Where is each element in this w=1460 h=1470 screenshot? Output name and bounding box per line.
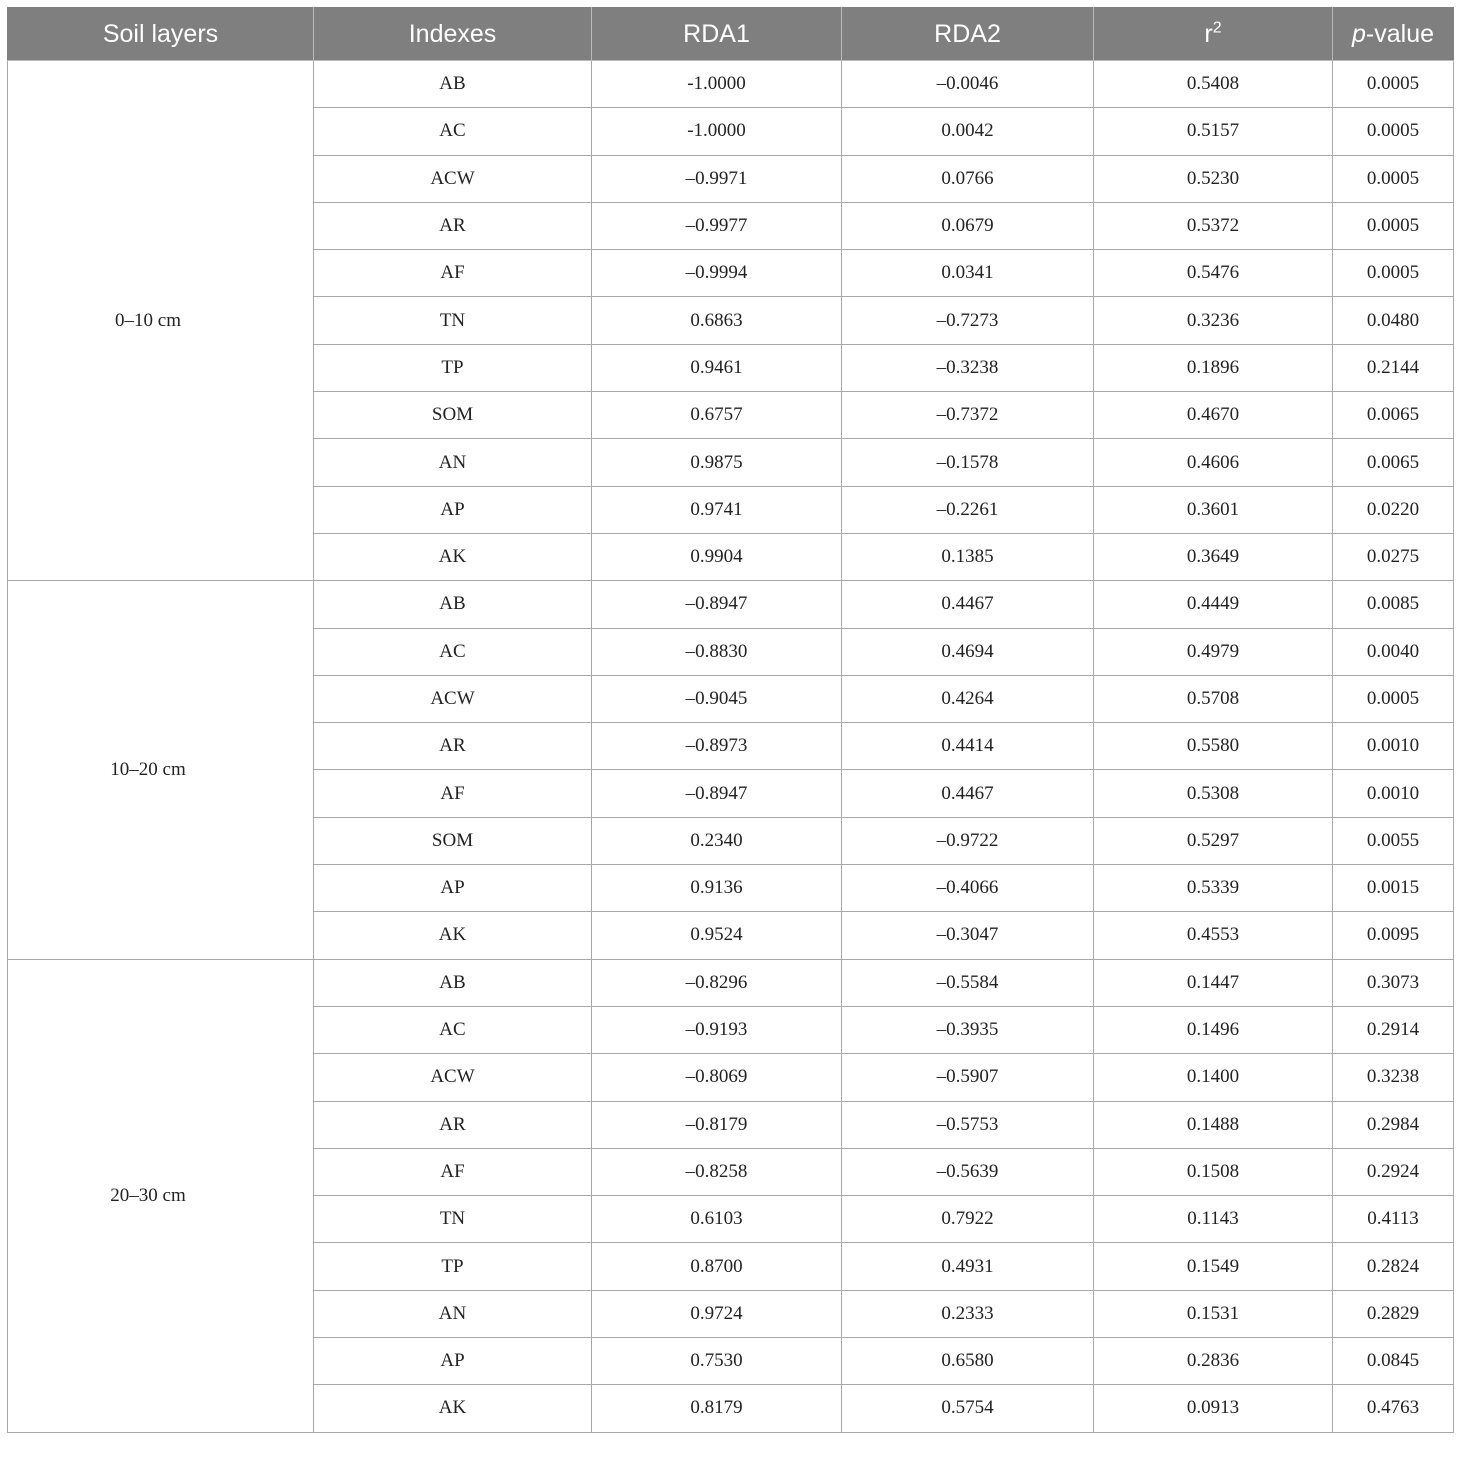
p-value-cell: 0.0085 (1333, 581, 1454, 628)
p-value-cell: 0.4763 (1333, 1385, 1454, 1432)
rda2-cell: –0.5753 (842, 1101, 1094, 1148)
index-cell: ACW (314, 155, 592, 202)
p-value-cell: 0.0065 (1333, 392, 1454, 439)
rda1-cell: 0.6103 (592, 1196, 842, 1243)
r-squared-cell: 0.3601 (1094, 486, 1333, 533)
p-value-cell: 0.2984 (1333, 1101, 1454, 1148)
p-value-cell: 0.2924 (1333, 1148, 1454, 1195)
rda1-cell: –0.9193 (592, 1006, 842, 1053)
p-value-cell: 0.0010 (1333, 770, 1454, 817)
p-value-cell: 0.2829 (1333, 1290, 1454, 1337)
rda1-cell: 0.9461 (592, 344, 842, 391)
r-squared-cell: 0.5308 (1094, 770, 1333, 817)
rda1-cell: –0.8258 (592, 1148, 842, 1195)
rda1-cell: –0.8947 (592, 581, 842, 628)
rda1-cell: 0.8700 (592, 1243, 842, 1290)
r-squared-cell: 0.1896 (1094, 344, 1333, 391)
rda2-cell: –0.2261 (842, 486, 1094, 533)
rda1-cell: 0.9875 (592, 439, 842, 486)
rda1-cell: –0.8179 (592, 1101, 842, 1148)
index-cell: AP (314, 486, 592, 533)
p-value-cell: 0.0275 (1333, 533, 1454, 580)
r-squared-cell: 0.5157 (1094, 108, 1333, 155)
rda2-cell: 0.0042 (842, 108, 1094, 155)
index-cell: AC (314, 108, 592, 155)
rda1-cell: 0.6863 (592, 297, 842, 344)
rda1-cell: –0.8973 (592, 723, 842, 770)
index-cell: TP (314, 344, 592, 391)
rda2-cell: 0.0679 (842, 202, 1094, 249)
r-squared-cell: 0.0913 (1094, 1385, 1333, 1432)
rda2-cell: –0.5907 (842, 1054, 1094, 1101)
index-cell: AB (314, 581, 592, 628)
p-value-cell: 0.0005 (1333, 250, 1454, 297)
header-r-superscript: 2 (1212, 19, 1222, 37)
r-squared-cell: 0.1447 (1094, 959, 1333, 1006)
rda2-cell: –0.4066 (842, 865, 1094, 912)
p-value-cell: 0.0095 (1333, 912, 1454, 959)
rda1-cell: –0.9994 (592, 250, 842, 297)
soil-layer-label: 20–30 cm (110, 1184, 186, 1206)
header-rda2: RDA2 (842, 8, 1094, 61)
index-cell: ACW (314, 1054, 592, 1101)
r-squared-cell: 0.1143 (1094, 1196, 1333, 1243)
index-cell: AB (314, 959, 592, 1006)
index-cell: SOM (314, 392, 592, 439)
p-value-cell: 0.0010 (1333, 723, 1454, 770)
index-cell: AC (314, 628, 592, 675)
p-value-cell: 0.0005 (1333, 61, 1454, 108)
r-squared-cell: 0.4670 (1094, 392, 1333, 439)
r-squared-cell: 0.3236 (1094, 297, 1333, 344)
rda2-cell: 0.7922 (842, 1196, 1094, 1243)
soil-layer-cell (8, 581, 314, 959)
table-row (8, 581, 1454, 628)
table-body (8, 61, 1454, 1433)
r-squared-cell: 0.3649 (1094, 533, 1333, 580)
rda2-cell: 0.4414 (842, 723, 1094, 770)
index-cell: AP (314, 1338, 592, 1385)
rda1-cell: 0.9741 (592, 486, 842, 533)
rda-table (7, 7, 1454, 1433)
r-squared-cell: 0.1508 (1094, 1148, 1333, 1195)
r-squared-cell: 0.5580 (1094, 723, 1333, 770)
r-squared-cell: 0.4979 (1094, 628, 1333, 675)
p-value-cell: 0.0040 (1333, 628, 1454, 675)
soil-layer-label: 0–10 cm (115, 309, 181, 331)
header-rda1: RDA1 (592, 8, 842, 61)
p-value-cell: 0.0065 (1333, 439, 1454, 486)
p-value-cell: 0.0480 (1333, 297, 1454, 344)
header-p-italic: p (1352, 19, 1366, 48)
index-cell: AN (314, 439, 592, 486)
p-value-cell: 0.2144 (1333, 344, 1454, 391)
rda2-cell: –0.7273 (842, 297, 1094, 344)
r-squared-cell: 0.5297 (1094, 817, 1333, 864)
index-cell: ACW (314, 675, 592, 722)
r-squared-cell: 0.2836 (1094, 1338, 1333, 1385)
index-cell: AN (314, 1290, 592, 1337)
table-row (8, 61, 1454, 108)
index-cell: AF (314, 770, 592, 817)
r-squared-cell: 0.4449 (1094, 581, 1333, 628)
rda2-cell: 0.4467 (842, 581, 1094, 628)
rda2-cell: 0.4694 (842, 628, 1094, 675)
rda1-cell: –0.8069 (592, 1054, 842, 1101)
r-squared-cell: 0.5372 (1094, 202, 1333, 249)
p-value-cell: 0.2824 (1333, 1243, 1454, 1290)
p-value-cell: 0.0005 (1333, 108, 1454, 155)
soil-layer-cell (8, 959, 314, 1432)
rda2-cell: –0.9722 (842, 817, 1094, 864)
header-p-value (1333, 8, 1454, 61)
index-cell: TP (314, 1243, 592, 1290)
p-value-cell: 0.0005 (1333, 155, 1454, 202)
rda2-cell: 0.6580 (842, 1338, 1094, 1385)
index-cell: AR (314, 723, 592, 770)
p-value-cell: 0.3238 (1333, 1054, 1454, 1101)
r-squared-cell: 0.4606 (1094, 439, 1333, 486)
p-value-cell: 0.3073 (1333, 959, 1454, 1006)
index-cell: AK (314, 912, 592, 959)
rda2-cell: –0.1578 (842, 439, 1094, 486)
rda1-cell: 0.2340 (592, 817, 842, 864)
table-header (8, 8, 1454, 61)
rda1-cell: 0.8179 (592, 1385, 842, 1432)
rda1-cell: –0.9045 (592, 675, 842, 722)
header-row (8, 8, 1454, 61)
rda2-cell: –0.5584 (842, 959, 1094, 1006)
p-value-cell: 0.2914 (1333, 1006, 1454, 1053)
r-squared-cell: 0.4553 (1094, 912, 1333, 959)
rda1-cell: -1.0000 (592, 108, 842, 155)
rda1-cell: –0.8830 (592, 628, 842, 675)
soil-layer-label: 10–20 cm (110, 758, 186, 780)
header-p-rest: -value (1365, 19, 1434, 48)
r-squared-cell: 0.1496 (1094, 1006, 1333, 1053)
index-cell: TN (314, 1196, 592, 1243)
p-value-cell: 0.0015 (1333, 865, 1454, 912)
rda1-cell: -1.0000 (592, 61, 842, 108)
rda2-cell: 0.4931 (842, 1243, 1094, 1290)
index-cell: SOM (314, 817, 592, 864)
rda2-cell: 0.0766 (842, 155, 1094, 202)
r-squared-cell: 0.5408 (1094, 61, 1333, 108)
rda2-cell: 0.2333 (842, 1290, 1094, 1337)
r-squared-cell: 0.1549 (1094, 1243, 1333, 1290)
index-cell: AK (314, 533, 592, 580)
rda1-cell: –0.8947 (592, 770, 842, 817)
index-cell: AR (314, 1101, 592, 1148)
rda1-cell: –0.8296 (592, 959, 842, 1006)
rda1-cell: –0.9977 (592, 202, 842, 249)
rda2-cell: –0.3238 (842, 344, 1094, 391)
r-squared-cell: 0.5339 (1094, 865, 1333, 912)
p-value-cell: 0.0005 (1333, 675, 1454, 722)
rda2-cell: –0.0046 (842, 61, 1094, 108)
rda2-cell: 0.4264 (842, 675, 1094, 722)
index-cell: TN (314, 297, 592, 344)
index-cell: AF (314, 1148, 592, 1195)
rda2-cell: –0.3047 (842, 912, 1094, 959)
index-cell: AP (314, 865, 592, 912)
r-squared-cell: 0.1531 (1094, 1290, 1333, 1337)
header-indexes: Indexes (314, 8, 592, 61)
index-cell: AC (314, 1006, 592, 1053)
index-cell: AK (314, 1385, 592, 1432)
table-row (8, 959, 1454, 1006)
rda1-cell: 0.9724 (592, 1290, 842, 1337)
r-squared-cell: 0.5230 (1094, 155, 1333, 202)
p-value-cell: 0.0845 (1333, 1338, 1454, 1385)
index-cell: AB (314, 61, 592, 108)
header-r-squared (1094, 8, 1333, 61)
rda1-cell: 0.7530 (592, 1338, 842, 1385)
rda2-cell: –0.5639 (842, 1148, 1094, 1195)
rda1-cell: 0.9136 (592, 865, 842, 912)
rda2-cell: 0.5754 (842, 1385, 1094, 1432)
soil-layer-cell (8, 61, 314, 581)
rda1-cell: 0.9904 (592, 533, 842, 580)
p-value-cell: 0.0220 (1333, 486, 1454, 533)
header-soil-layers: Soil layers (8, 8, 314, 61)
index-cell: AR (314, 202, 592, 249)
p-value-cell: 0.0005 (1333, 202, 1454, 249)
r-squared-cell: 0.5708 (1094, 675, 1333, 722)
header-r-base: r (1204, 19, 1213, 48)
r-squared-cell: 0.1488 (1094, 1101, 1333, 1148)
rda1-cell: 0.6757 (592, 392, 842, 439)
p-value-cell: 0.4113 (1333, 1196, 1454, 1243)
rda2-cell: –0.3935 (842, 1006, 1094, 1053)
r-squared-cell: 0.1400 (1094, 1054, 1333, 1101)
index-cell: AF (314, 250, 592, 297)
rda2-cell: 0.1385 (842, 533, 1094, 580)
rda2-cell: 0.4467 (842, 770, 1094, 817)
rda1-cell: –0.9971 (592, 155, 842, 202)
rda1-cell: 0.9524 (592, 912, 842, 959)
p-value-cell: 0.0055 (1333, 817, 1454, 864)
r-squared-cell: 0.5476 (1094, 250, 1333, 297)
rda2-cell: –0.7372 (842, 392, 1094, 439)
rda2-cell: 0.0341 (842, 250, 1094, 297)
